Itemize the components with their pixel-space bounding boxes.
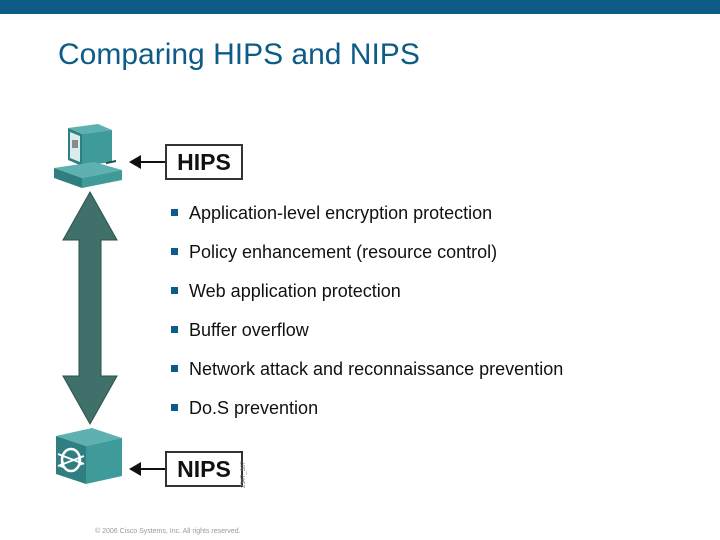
bullet-item: [170, 318, 563, 357]
pc-workstation-icon: [50, 122, 126, 194]
bullet-item: [170, 396, 563, 435]
bullet-marker: [171, 365, 178, 372]
bullet-marker: [171, 248, 178, 255]
bullet-text: Application-level encryption protection: [189, 203, 493, 223]
bullet-marker: [171, 404, 178, 411]
nips-label: NIPS: [177, 455, 231, 482]
bullet-marker: [171, 326, 178, 333]
bullet-item: [170, 357, 563, 396]
hips-label: HIPS: [177, 148, 231, 175]
slide-title: Comparing HIPS and NIPS: [58, 38, 420, 71]
bullet-item: [170, 201, 563, 240]
top-bar: [0, 0, 720, 14]
copyright-notice: © 2006 Cisco Systems, Inc. All rights reserved.: [95, 528, 241, 535]
bullet-text: Policy enhancement (resource control): [189, 242, 498, 262]
bullet-item: [170, 279, 563, 318]
bullet-text: Web application protection: [189, 281, 401, 301]
nips-pointer-arrow: [129, 459, 165, 479]
bullet-text: Buffer overflow: [189, 320, 309, 340]
double-headed-arrow: [60, 190, 120, 426]
bullet-marker: [171, 209, 178, 216]
figure-id: 2347_307: [241, 461, 247, 488]
hips-label-box: [165, 144, 243, 180]
hips-pointer-arrow: [129, 152, 165, 172]
bullet-text: Network attack and reconnaissance prevention: [189, 359, 564, 379]
bullet-text: Do.S prevention: [189, 398, 319, 418]
nips-label-box: [165, 451, 243, 487]
bullet-marker: [171, 287, 178, 294]
bullet-list: [170, 201, 563, 435]
bullet-item: [170, 240, 563, 279]
ips-sensor-switch-icon: [50, 424, 126, 490]
